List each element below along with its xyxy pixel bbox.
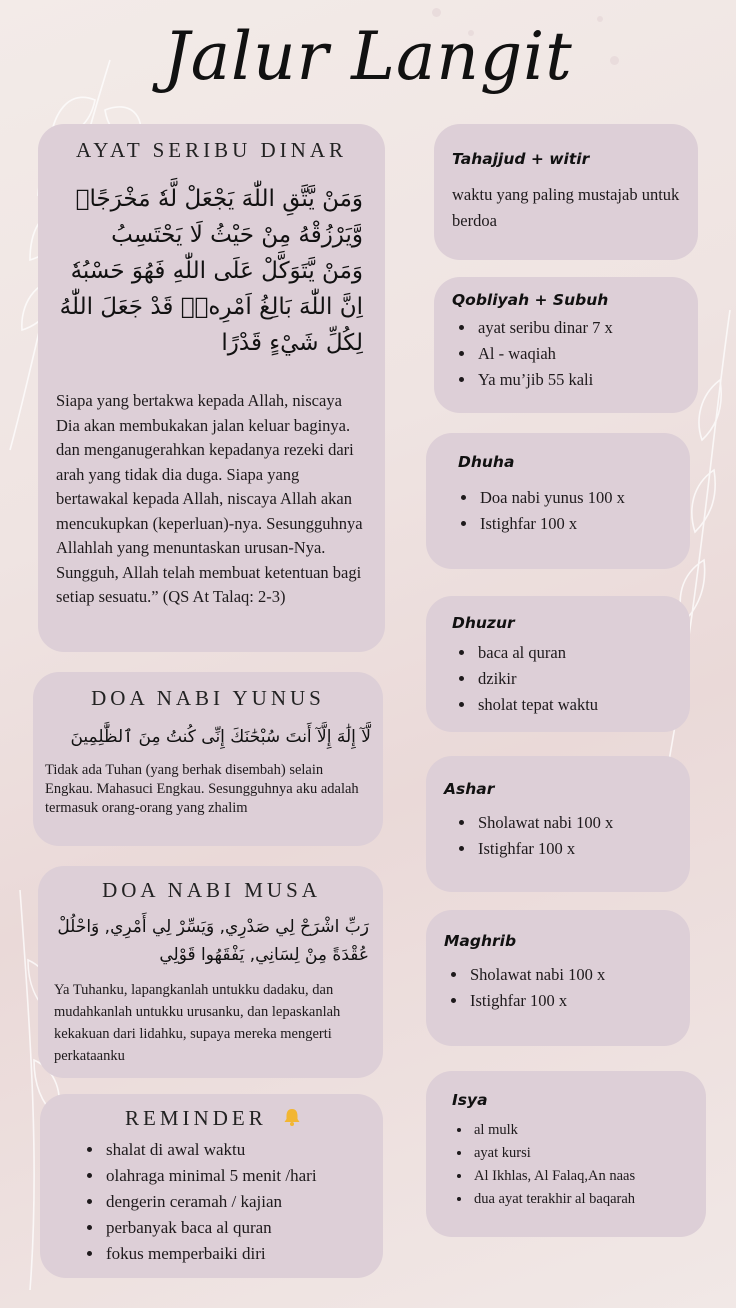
card-list bbox=[452, 315, 688, 393]
card-title: Dhuha bbox=[458, 453, 515, 471]
card-list bbox=[444, 810, 680, 862]
card-heading: AYAT SERIBU DINAR bbox=[75, 138, 348, 162]
translation-text: Tidak ada Tuhan (yang berhak disembah) selain Engkau. Mahasuci Engkau. Sesungguhnya aku adalah termasuk orang-orang yang zhalim bbox=[45, 762, 359, 816]
list-item: • Istighfar 100 x bbox=[476, 836, 680, 862]
card-list bbox=[458, 485, 680, 537]
arabic-line: وَمَنْ يَّتَّقِ اللّٰهَ يَجْعَلْ لَّهٗ مَخْرَجًاۙ bbox=[75, 186, 363, 212]
list-item: • Ya mu’jib 55 kali bbox=[476, 367, 688, 393]
card-list bbox=[444, 962, 680, 1014]
card-list bbox=[452, 1119, 698, 1211]
card-text: waktu yang paling mustajab untuk berdoa bbox=[452, 185, 680, 230]
arabic-verse: لَّآ إِلَٰهَ إِلَّآ أَنتَ سُبْحَٰنَكَ إِنِّى كُنتُ مِنَ ٱلظَّٰلِمِينَ bbox=[70, 727, 371, 747]
list-item: • dzikir bbox=[476, 666, 680, 692]
card-doa-nabi-yunus bbox=[33, 672, 383, 846]
card-title: Tahajjud + witir bbox=[452, 150, 590, 168]
card-title: Qobliyah + Subuh bbox=[452, 291, 609, 309]
dot-decoration bbox=[432, 8, 441, 17]
card-qobliyah-subuh bbox=[434, 277, 698, 413]
card-tahajjud bbox=[434, 124, 698, 260]
arabic-verse bbox=[56, 181, 367, 361]
reminder-heading-text: REMINDER bbox=[125, 1106, 267, 1130]
list-item: • perbanyak baca al quran bbox=[104, 1215, 369, 1241]
reminder-list bbox=[58, 1137, 369, 1267]
list-item: • Sholawat nabi 100 x bbox=[468, 962, 680, 988]
card-reminder bbox=[40, 1094, 383, 1278]
list-item: • olahraga minimal 5 menit /hari bbox=[104, 1163, 369, 1189]
list-item: • baca al quran bbox=[476, 640, 680, 666]
arabic-line: عُقْدَةً مِنْ لِسَانِي, يَفْقَهُوا قَوْلِي bbox=[159, 945, 369, 965]
bell-icon bbox=[282, 1107, 302, 1127]
card-ayat-seribu-dinar bbox=[38, 124, 385, 652]
list-item: • dengerin ceramah / kajian bbox=[104, 1189, 369, 1215]
card-isya bbox=[426, 1071, 706, 1237]
arabic-line: اِنَّ اللّٰهَ بَالِغُ اَمْرِهٖۗ قَدْ جَعَلَ اللّٰهُ bbox=[59, 294, 363, 320]
card-heading: DOA NABI MUSA bbox=[102, 878, 321, 902]
card-ashar bbox=[426, 756, 690, 892]
arabic-line: لِكُلِّ شَيْءٍ قَدْرًا bbox=[221, 330, 363, 356]
list-item: • fokus memperbaiki diri bbox=[104, 1241, 369, 1267]
page-title: Jalur Langit bbox=[163, 18, 573, 95]
card-doa-nabi-musa bbox=[38, 866, 383, 1078]
card-title: Maghrib bbox=[444, 932, 517, 950]
list-item: • dua ayat terakhir al baqarah bbox=[472, 1188, 698, 1211]
card-dhuzur bbox=[426, 596, 690, 732]
list-item: • Al - waqiah bbox=[476, 341, 688, 367]
card-heading: DOA NABI YUNUS bbox=[91, 686, 325, 710]
list-item: • shalat di awal waktu bbox=[104, 1137, 369, 1163]
card-title: Isya bbox=[452, 1091, 488, 1109]
list-item: • Istighfar 100 x bbox=[478, 511, 680, 537]
list-item: • Al Ikhlas, Al Falaq,An naas bbox=[472, 1165, 698, 1188]
translation-text: Siapa yang bertakwa kepada Allah, niscaya Dia akan membukakan jalan keluar baginya. dan menganugerahkan kepadanya rezeki dari arah yang tidak dia duga. Siapa yang bertawakal kepada Allah, niscaya Allah akan mencukupkan (keperluan)-nya. Sesungguhnya Allahlah yang menuntaskan urusan-Nya. Sungguh, Allah telah membuat ketentuan bagi setiap sesuatu.” (QS At Talaq: 2-3) bbox=[56, 391, 363, 606]
card-title: Ashar bbox=[444, 780, 495, 798]
list-item: • Istighfar 100 x bbox=[468, 988, 680, 1014]
arabic-line: رَبِّ اشْرَحْ لِي صَدْرِي, وَيَسِّرْ لِي أَمْرِي, وَاحْلُلْ bbox=[57, 917, 369, 937]
card-maghrib bbox=[426, 910, 690, 1046]
card-dhuha bbox=[426, 433, 690, 569]
list-item: • al mulk bbox=[472, 1119, 698, 1142]
card-title: Dhuzur bbox=[452, 614, 515, 632]
list-item: • ayat seribu dinar 7 x bbox=[476, 315, 688, 341]
arabic-line: وَّيَرْزُقْهُ مِنْ حَيْثُ لَا يَحْتَسِبُ bbox=[111, 222, 363, 248]
list-item: • Doa nabi yunus 100 x bbox=[478, 485, 680, 511]
translation-text: Ya Tuhanku, lapangkanlah untukku dadaku, dan mudahkanlah untukku urusanku, dan lepaskanlah kekakuan dari lidahku, supaya mereka mengerti perkataanku bbox=[54, 982, 341, 1064]
card-heading bbox=[58, 1106, 369, 1131]
arabic-line: وَمَنْ يَّتَوَكَّلْ عَلَى اللّٰهِ فَهُوَ حَسْبُهٗ bbox=[70, 258, 363, 284]
list-item: • ayat kursi bbox=[472, 1142, 698, 1165]
card-list bbox=[452, 640, 680, 718]
list-item: • sholat tepat waktu bbox=[476, 692, 680, 718]
arabic-verse bbox=[54, 913, 369, 969]
list-item: • Sholawat nabi 100 x bbox=[476, 810, 680, 836]
